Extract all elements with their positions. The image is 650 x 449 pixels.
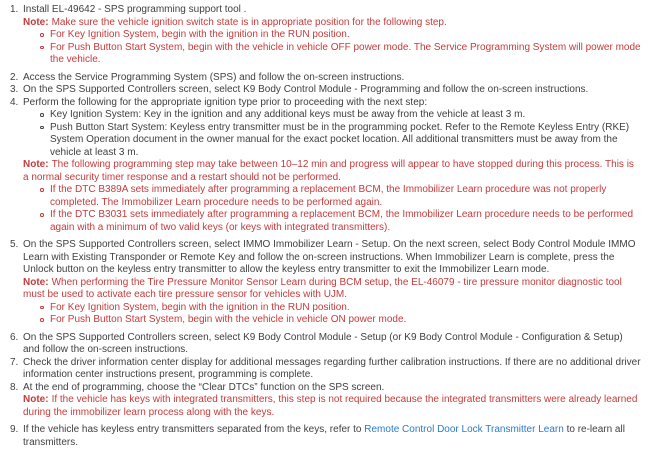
bullet-text: For Push Button Start System, begin with the vehicle in vehicle ON power mode. [50, 314, 407, 325]
step-5 [10, 239, 642, 327]
step-body [23, 84, 642, 97]
step-text: Perform the following for the appropriate ignition type prior to proceeding with the next step: [23, 96, 428, 108]
bullet-text: For Key Ignition System, begin with the ignition in the RUN position. [50, 301, 350, 313]
step-text: Install EL-49642 - SPS programming support tool . [23, 4, 247, 15]
step-text: Check the driver information center display for additional messages regarding further calibration instructions. If there are no additional driver information center instructions present, programming is complete. [23, 356, 641, 380]
bullet-icon [40, 33, 44, 37]
note-text: Make sure the vehicle ignition switch state is in appropriate position for the following step. [51, 16, 447, 28]
note [23, 394, 642, 419]
step-body [23, 382, 642, 420]
bullet-icon [40, 318, 44, 322]
bullet-item [23, 314, 642, 327]
bullet-icon [40, 126, 44, 130]
bullet-icon [40, 113, 44, 117]
step-9 [10, 424, 642, 449]
note [23, 159, 642, 184]
bullet-text: Push Button Start System: Keyless entry transmitter must be in the programming pocket. Refer to the Remote Keyless Entry (RKE) System Operation document in the owner manual for the exact pocket location. All additional transmitters must be away from the vehicle at least 3 m. [50, 121, 630, 158]
bullet-text: If the DTC B389A sets immediately after programming a replacement BCM, the Immobilizer Learn procedure was not properly completed. The Immobilizer Learn procedure needs to be performed again. [50, 184, 607, 208]
step-number: 5. [10, 239, 19, 250]
step-number: 2. [10, 71, 19, 83]
step-number: 1. [10, 4, 19, 15]
step-body [23, 357, 642, 382]
bullet-list [23, 109, 642, 159]
note-label: Note: [23, 276, 49, 288]
bullet-item [23, 42, 642, 67]
step-text-before-link: If the vehicle has keyless entry transmitters separated from the keys, refer to [23, 424, 365, 435]
step-number: 8. [10, 381, 19, 393]
step-7 [10, 357, 642, 382]
step-body [23, 239, 642, 327]
bullet-icon [40, 46, 44, 50]
bullet-text: Key Ignition System: Key in the ignition and any additional keys must be away from the vehicle at least 3 m. [50, 109, 526, 120]
bullet-text: For Key Ignition System, begin with the ignition in the RUN position. [50, 29, 350, 40]
step-text [23, 424, 642, 449]
note [23, 277, 642, 302]
step-text: On the SPS Supported Controllers screen, select K9 Body Control Module - Setup (or K9 Body Control Module - Configuration & Setup) and follow the on-screen instructions. [23, 331, 623, 355]
step-number: 7. [10, 356, 19, 368]
step-body [23, 97, 642, 235]
step-8 [10, 382, 642, 420]
bullet-list [23, 302, 642, 327]
bullet-text: For Push Button Start System, begin with the vehicle in vehicle OFF power mode. The Service Programming System will power mode the vehicle. [50, 41, 641, 65]
note-text: The following programming step may take between 10–12 min and progress will appear to have stopped during this process. This is a normal security timer response and a restart should not be performed. [23, 159, 634, 183]
step-number: 3. [10, 84, 19, 95]
step-text: On the SPS Supported Controllers screen, select K9 Body Control Module - Programming and follow the on-screen instructions. [23, 84, 589, 95]
step-body [23, 72, 642, 85]
bullet-item [23, 209, 642, 234]
step-number: 6. [10, 331, 19, 343]
step-number: 9. [10, 424, 19, 435]
bullet-icon [40, 213, 44, 217]
note-text: When performing the Tire Pressure Monitor Sensor Learn during BCM setup, the EL-46079 - tire pressure monitor diagnostic tool must be used to activate each tire pressure sensor for vehicles with UJM. [23, 276, 622, 300]
step-4 [10, 97, 642, 235]
step-text-after-link: to re-learn all transmitters. [23, 424, 625, 448]
note-label: Note: [23, 159, 49, 170]
step-2 [10, 72, 642, 85]
step-text: On the SPS Supported Controllers screen, select IMMO Immobilizer Learn - Setup. On the next screen, select Body Control Module IMMO Learn with Existing Transponder or Remote Key and follow the on-screen instructions. When Immobilizer Learn is complete, press the Unlock button on the keyless entry transmitter to allow the keyless entry transmitter to exit the Immobilizer Learn mode. [23, 239, 636, 275]
note-label: Note: [23, 394, 49, 405]
step-text: Access the Service Programming System (SPS) and follow the on-screen instructions. [23, 71, 405, 83]
step-text: At the end of programming, choose the “Clear DTCs” function on the SPS screen. [23, 381, 385, 393]
bullet-list [23, 29, 642, 67]
bullet-text: If the DTC B3031 sets immediately after programming a replacement BCM, the Immobilizer Learn procedure needs to be performed again with a minimum of two valid keys (or keys with integrated transmitters). [50, 209, 634, 233]
bullet-item [23, 184, 642, 209]
bullet-item [23, 29, 642, 42]
bullet-icon [40, 188, 44, 192]
step-number: 4. [10, 96, 19, 108]
bullet-item [23, 109, 642, 122]
note [23, 17, 642, 30]
step-body [23, 424, 642, 449]
remote-control-door-lock-transmitter-learn-link[interactable]: Remote Control Door Lock Transmitter Learn [364, 424, 564, 435]
bullet-item [23, 302, 642, 315]
step-3 [10, 84, 642, 97]
step-1 [10, 4, 642, 67]
bullet-list [23, 184, 642, 234]
step-body [23, 4, 642, 67]
step-body [23, 332, 642, 357]
note-label: Note: [23, 16, 49, 28]
step-6 [10, 332, 642, 357]
bullet-icon [40, 306, 44, 310]
bullet-item [23, 122, 642, 160]
note-text: If the vehicle has keys with integrated transmitters, this step is not required because the integrated transmitters were already learned during the immobilizer learn process along with the keys. [23, 394, 638, 418]
